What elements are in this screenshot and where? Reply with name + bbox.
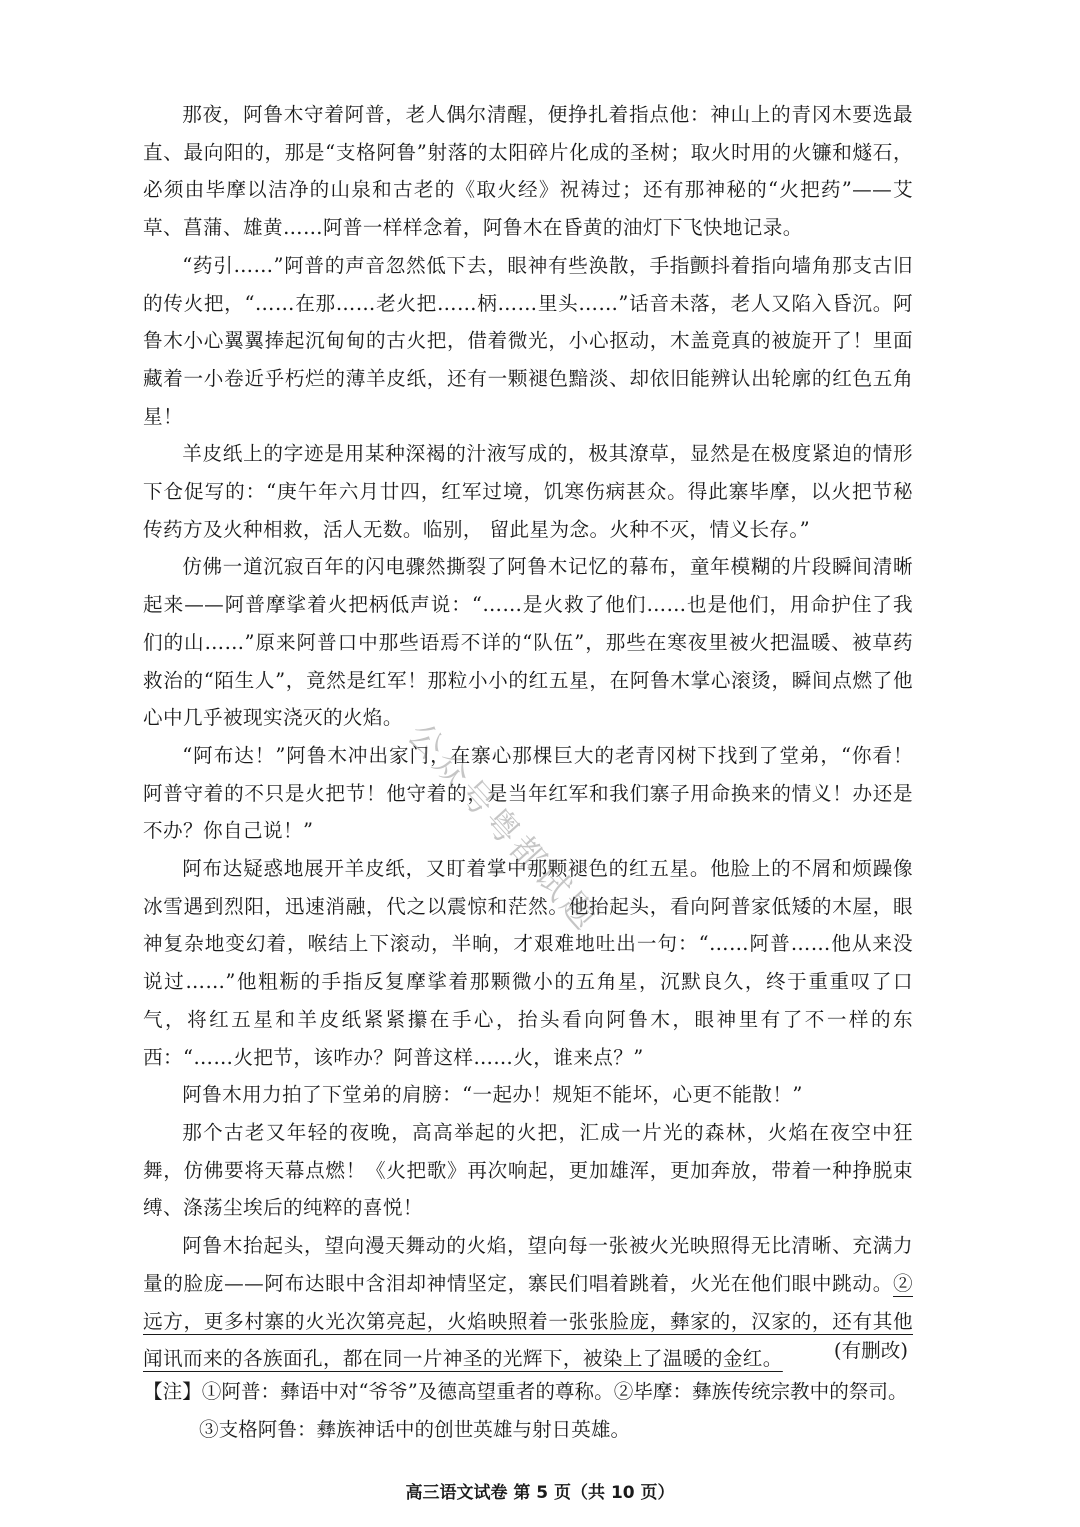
watermark: 公众号粤都试题: [399, 715, 608, 940]
source-note: (有删改): [833, 1339, 908, 1362]
paragraph-4: 仿佛一道沉寂百年的闪电骤然撕裂了阿鲁木记忆的幕布，童年模糊的片段瞬间清晰起来——阿普摩挲着火把柄低声说：“……是火救了他们……也是他们，用命护住了我们的山……”原来阿普口中那些语焉不详的“队伍”，那些在寒夜里被火把温暖、被草药救治的“陌生人”，竟然是红军！那粒小小的红五星，在阿鲁木掌心滚烫，瞬间点燃了他心中几乎被现实浇灭的火焰。: [143, 555, 913, 730]
annotation-line-1: 【注】①阿普：彝语中对“爷爷”及德高望重者的尊称。②毕摩：彝族传统宗教中的祭司。: [143, 1380, 908, 1403]
paragraph-8: 那个古老又年轻的夜晚，高高举起的火把，汇成一片光的森林，火焰在夜空中狂舞，仿佛要将天幕点燃！《火把歌》再次响起，更加雄浑，更加奔放，带着一种挣脱束缚、涤荡尘埃后的纯粹的喜悦！: [143, 1120, 913, 1220]
paragraph-9: [143, 1227, 913, 1378]
page-footer: 高三语文试卷 第 5 页（共 10 页）: [405, 1483, 675, 1503]
underlined-sentence: ②远方，更多村寨的火光次第亮起，火焰映照着一张张脸庞，彝家的，汉家的，还有其他闻讯而来的各族面孔，都在同一片神圣的光辉下，被染上了温暖的金红。: [143, 1271, 913, 1371]
annotation-line-2: ③支格阿鲁：彝族神话中的创世英雄与射日英雄。: [199, 1418, 631, 1441]
passage: [143, 96, 913, 1378]
annotations: [143, 1373, 923, 1449]
paragraph-9-lead: 阿鲁木抬起头，望向漫天舞动的火焰，望向每一张被火光映照得无比清晰、充满力量的脸庞——阿布达眼中含泪却神情坚定，寨民们唱着跳着，火光在他们眼中跳动。: [143, 1234, 913, 1295]
paragraph-3: 羊皮纸上的字迹是用某种深褐的汁液写成的，极其潦草，显然是在极度紧迫的情形下仓促写的：“庚午年六月廿四，红军过境，饥寒伤病甚众。得此寨毕摩，以火把节秘传药方及火种相救，活人无数。临别， 留此星为念。火种不灭，情义长存。”: [143, 442, 913, 541]
paragraph-1: 那夜，阿鲁木守着阿普，老人偶尔清醒，便挣扎着指点他：神山上的青冈木要选最直、最向阳的，那是“支格阿鲁”射落的太阳碎片化成的圣树；取火时用的火镰和燧石，必须由毕摩以洁净的山泉和古老的《取火经》祝祷过；还有那神秘的“火把药”——艾草、菖蒲、雄黄……阿普一样样念着，阿鲁木在昏黄的油灯下飞快地记录。: [143, 103, 913, 240]
paragraph-7: 阿鲁木用力拍了下堂弟的肩膀：“一起办！规矩不能坏，心更不能散！”: [182, 1083, 803, 1107]
paragraph-5: “阿布达！”阿鲁木冲出家门，在寨心那棵巨大的老青冈树下找到了堂弟，“你看！阿普守着的不只是火把节！他守着的，是当年红军和我们寨子用命换来的情义！办还是不办？你自己说！”: [143, 743, 913, 843]
paragraph-6: 阿布达疑惑地展开羊皮纸，又盯着掌中那颗褪色的红五星。他脸上的不屑和烦躁像冰雪遇到烈阳，迅速消融，代之以震惊和茫然。他抬起头，看向阿普家低矮的木屋，眼神复杂地变幻着，喉结上下滚动，半晌，才艰难地吐出一句：“……阿普……他从来没说过……”他粗粝的手指反复摩挲着那颗微小的五角星，沉默良久，终于重重叹了口气，将红五星和羊皮纸紧紧攥在手心，抬头看向阿鲁木，眼神里有了不一样的东西：“……火把节，该咋办？阿普这样……火，谁来点？”: [143, 857, 913, 1069]
paragraph-2: “药引……”阿普的声音忽然低下去，眼神有些涣散，手指颤抖着指向墙角那支古旧的传火把，“……在那……老火把……柄……里头……”话音未落，老人又陷入昏沉。阿鲁木小心翼翼捧起沉甸甸的古火把，借着微光，小心抠动，木盖竟真的被旋开了！里面藏着一小卷近乎朽烂的薄羊皮纸，还有一颗褪色黯淡、却依旧能辨认出轮廓的红色五角星！: [143, 253, 913, 428]
